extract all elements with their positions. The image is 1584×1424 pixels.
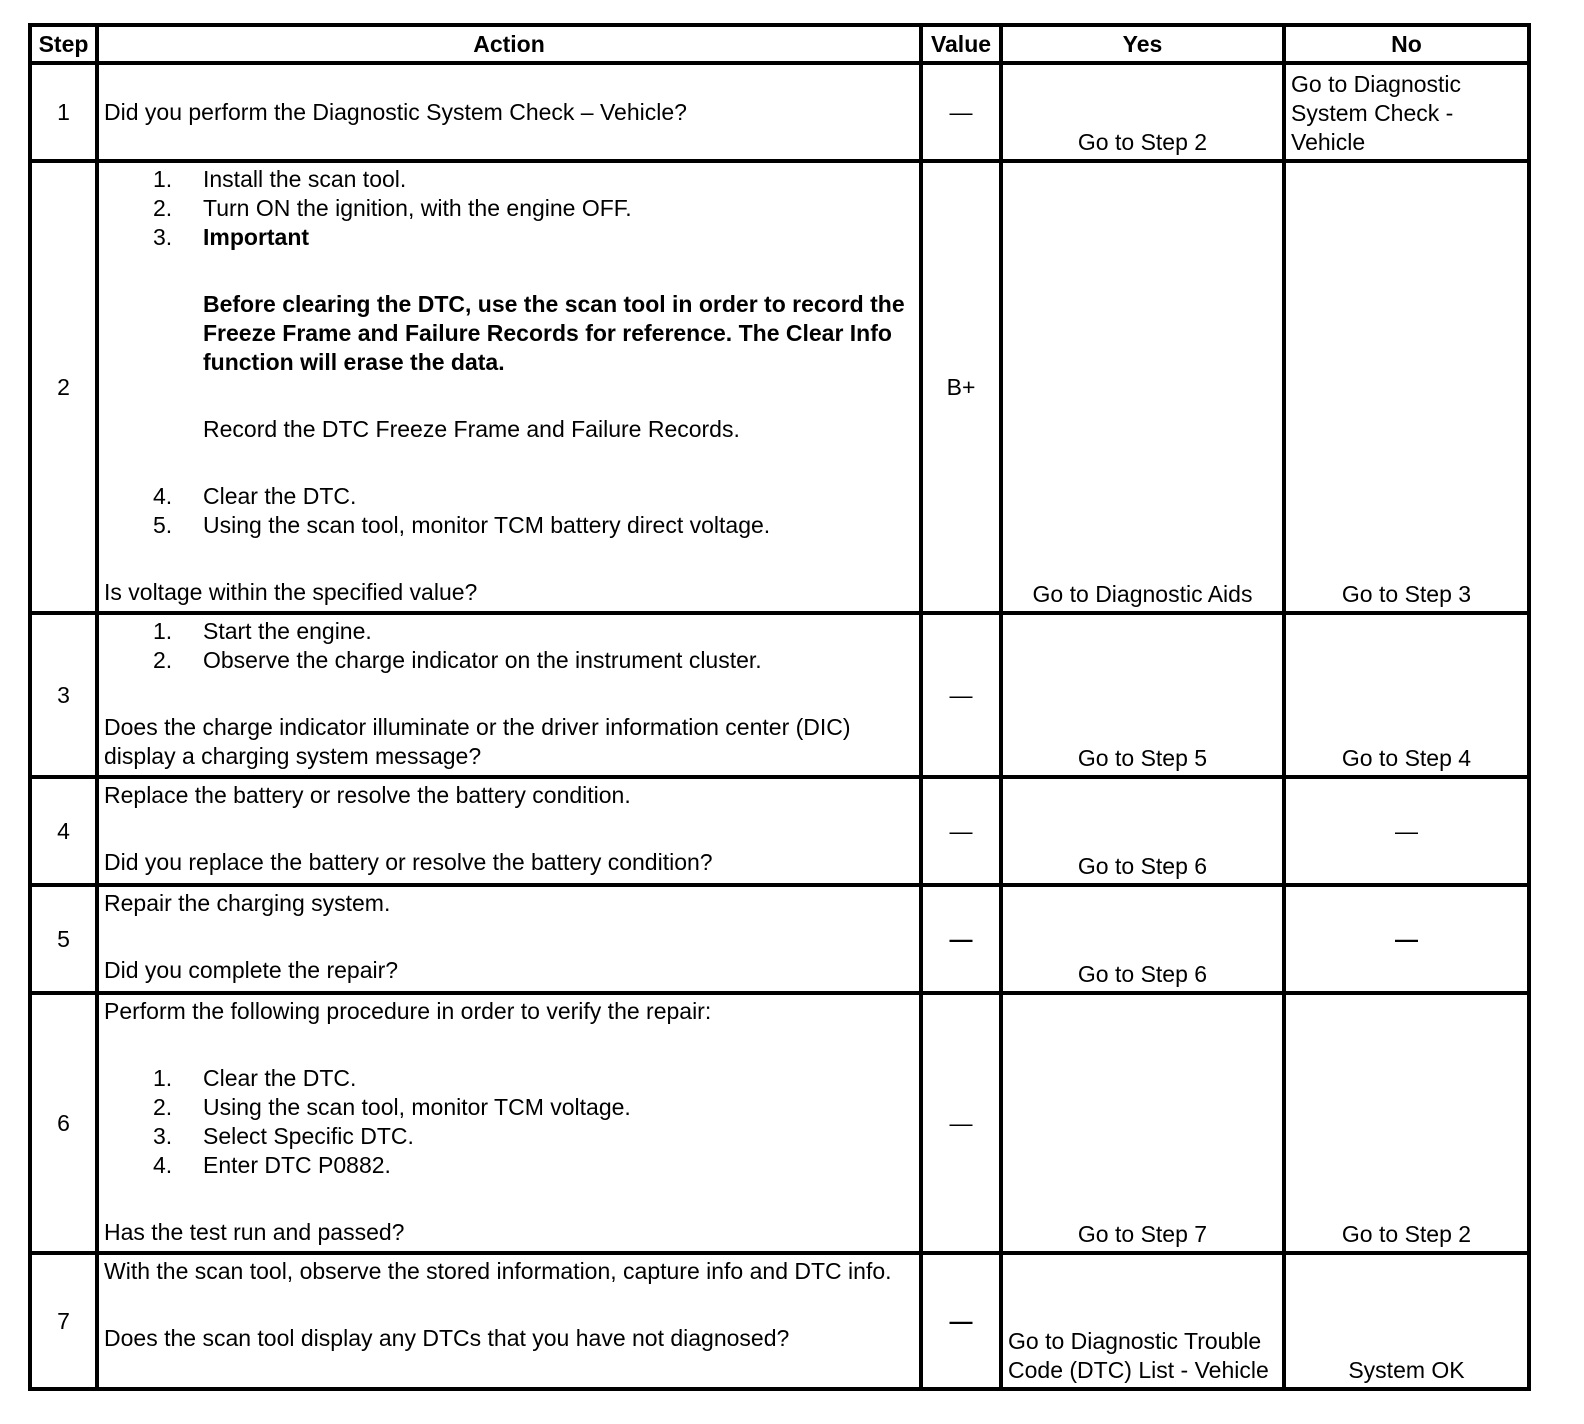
yes-cell: Go to Step 2 xyxy=(1001,63,1284,161)
item-number: 3. xyxy=(153,1123,173,1149)
item-text: Using the scan tool, monitor TCM battery direct voltage. xyxy=(203,512,771,538)
table-row xyxy=(30,777,1529,885)
step-number: 6 xyxy=(30,993,97,1253)
item-text: Select Specific DTC. xyxy=(203,1123,414,1149)
action-intro: Repair the charging system. xyxy=(104,890,391,916)
header-row xyxy=(30,25,1529,63)
action-question: Does the scan tool display any DTCs that you have not diagnosed? xyxy=(104,1325,790,1351)
spacer xyxy=(104,1286,914,1324)
list-item xyxy=(104,1151,914,1180)
step-number: 2 xyxy=(30,161,97,613)
item-number: 2. xyxy=(153,647,173,673)
item-number: 1. xyxy=(153,618,173,644)
procedure-list xyxy=(104,1064,914,1180)
action-cell xyxy=(97,885,921,993)
no-cell: Go to Diagnostic System Check - Vehicle xyxy=(1284,63,1529,161)
value-cell: — xyxy=(921,777,1001,885)
item-text: Install the scan tool. xyxy=(203,166,407,192)
yes-cell: Go to Step 5 xyxy=(1001,613,1284,777)
no-cell: Go to Step 2 xyxy=(1284,993,1529,1253)
spacer xyxy=(104,1180,914,1218)
spacer xyxy=(104,377,914,415)
spacer xyxy=(104,444,914,482)
value-cell: — xyxy=(921,63,1001,161)
list-item xyxy=(104,194,914,223)
yes-cell: Go to Diagnostic Aids xyxy=(1001,161,1284,613)
important-label: Important xyxy=(203,224,310,250)
item-text: Enter DTC P0882. xyxy=(203,1152,391,1178)
list-item xyxy=(104,646,914,675)
value-cell: — xyxy=(921,993,1001,1253)
header-no: No xyxy=(1284,25,1529,63)
action-cell xyxy=(97,161,921,613)
no-cell: System OK xyxy=(1284,1253,1529,1389)
procedure-list xyxy=(104,617,914,675)
procedure-list xyxy=(104,165,914,252)
table-row xyxy=(30,161,1529,613)
yes-cell: Go to Diagnostic Trouble Code (DTC) List - Vehicle xyxy=(1001,1253,1284,1389)
action-question: Is voltage within the specified value? xyxy=(104,579,478,605)
value-cell: B+ xyxy=(921,161,1001,613)
item-text: Turn ON the ignition, with the engine OFF. xyxy=(203,195,632,221)
sub-instruction: Record the DTC Freeze Frame and Failure Records. xyxy=(203,416,740,442)
spacer xyxy=(104,918,914,956)
action-cell xyxy=(97,1253,921,1389)
step-number: 3 xyxy=(30,613,97,777)
item-text: Using the scan tool, monitor TCM voltage. xyxy=(203,1094,631,1120)
item-text: Start the engine. xyxy=(203,618,372,644)
step-number: 4 xyxy=(30,777,97,885)
no-cell: Go to Step 3 xyxy=(1284,161,1529,613)
action-cell xyxy=(97,993,921,1253)
list-item xyxy=(104,1122,914,1151)
spacer xyxy=(104,540,914,578)
action-question: Has the test run and passed? xyxy=(104,1219,405,1245)
step-number: 5 xyxy=(30,885,97,993)
item-number: 3. xyxy=(153,224,173,250)
item-text: Clear the DTC. xyxy=(203,483,357,509)
list-item xyxy=(104,165,914,194)
value-cell: — xyxy=(921,885,1001,993)
action-intro: With the scan tool, observe the stored information, capture info and DTC info. xyxy=(104,1258,892,1284)
important-note: Before clearing the DTC, use the scan tool in order to record the Freeze Frame and Failure Records for reference. The Clear Info function will erase the data. xyxy=(203,291,905,375)
step-number: 1 xyxy=(30,63,97,161)
yes-cell: Go to Step 6 xyxy=(1001,777,1284,885)
table-row xyxy=(30,613,1529,777)
action-question: Did you perform the Diagnostic System Check – Vehicle? xyxy=(104,98,687,125)
item-number: 2. xyxy=(153,195,173,221)
yes-cell: Go to Step 6 xyxy=(1001,885,1284,993)
yes-cell: Go to Step 7 xyxy=(1001,993,1284,1253)
table-row xyxy=(30,63,1529,161)
value-cell: — xyxy=(921,1253,1001,1389)
value-cell: — xyxy=(921,613,1001,777)
action-cell xyxy=(97,777,921,885)
item-text: Observe the charge indicator on the instrument cluster. xyxy=(203,647,762,673)
spacer xyxy=(104,810,914,848)
action-question: Did you replace the battery or resolve the battery condition? xyxy=(104,849,713,875)
list-item xyxy=(104,1064,914,1093)
no-cell: — xyxy=(1284,777,1529,885)
spacer xyxy=(104,252,914,290)
action-intro: Perform the following procedure in order to verify the repair: xyxy=(104,998,712,1024)
item-number: 2. xyxy=(153,1094,173,1120)
diagnostic-table xyxy=(28,23,1531,1391)
action-question: Does the charge indicator illuminate or the driver information center (DIC) display a charging system message? xyxy=(104,714,851,769)
table-row xyxy=(30,1253,1529,1389)
header-yes: Yes xyxy=(1001,25,1284,63)
no-cell: — xyxy=(1284,885,1529,993)
header-action: Action xyxy=(97,25,921,63)
item-number: 1. xyxy=(153,1065,173,1091)
list-item xyxy=(104,223,914,252)
action-intro: Replace the battery or resolve the battery condition. xyxy=(104,782,631,808)
item-number: 1. xyxy=(153,166,173,192)
step-number: 7 xyxy=(30,1253,97,1389)
action-cell xyxy=(97,613,921,777)
item-number: 5. xyxy=(153,512,173,538)
item-text: Clear the DTC. xyxy=(203,1065,357,1091)
header-step: Step xyxy=(30,25,97,63)
list-item xyxy=(104,617,914,646)
no-cell: Go to Step 4 xyxy=(1284,613,1529,777)
action-cell xyxy=(97,63,921,161)
header-value: Value xyxy=(921,25,1001,63)
spacer xyxy=(104,675,914,713)
item-number: 4. xyxy=(153,1152,173,1178)
table-row xyxy=(30,993,1529,1253)
procedure-list xyxy=(104,482,914,540)
list-item xyxy=(104,1093,914,1122)
list-item xyxy=(104,482,914,511)
spacer xyxy=(104,1026,914,1064)
list-item xyxy=(104,511,914,540)
action-question: Did you complete the repair? xyxy=(104,957,399,983)
table-row xyxy=(30,885,1529,993)
item-number: 4. xyxy=(153,483,173,509)
